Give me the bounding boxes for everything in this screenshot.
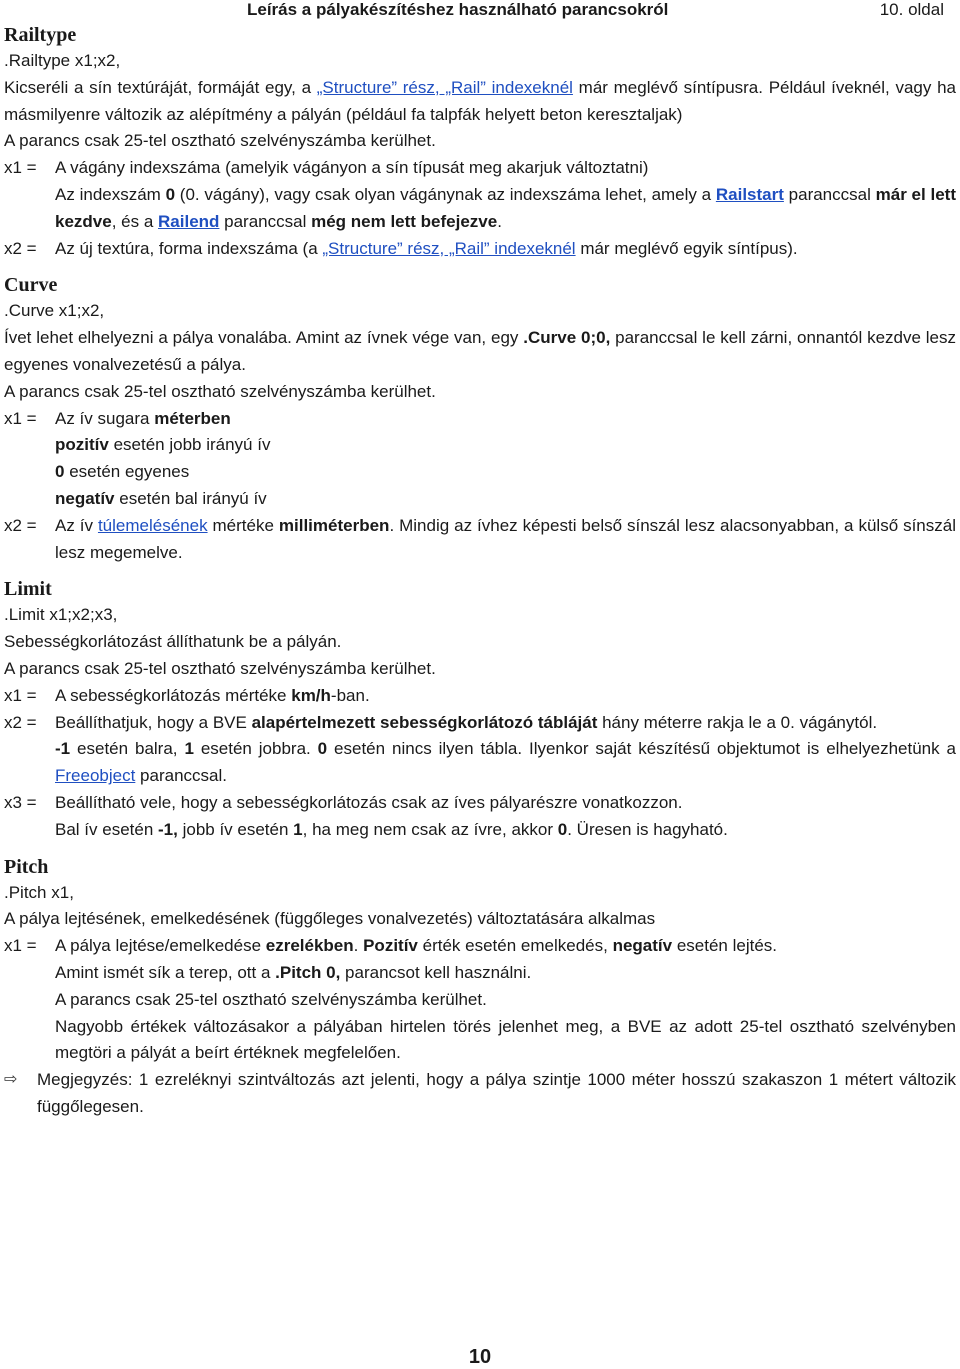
param-key: x3 = bbox=[4, 792, 37, 812]
railtype-syntax: .Railtype x1;x2, bbox=[4, 51, 121, 70]
curve-x1-negative: negatív esetén bal irányú ív bbox=[55, 488, 267, 508]
section-heading-limit: Limit bbox=[4, 578, 52, 601]
limit-25-note: A parancs csak 25-tel osztható szelvényszámba kerülhet. bbox=[4, 658, 436, 678]
param-text: Az ív túlemelésének mértéke milliméterben. Mindig az ívhez képesti belső sínszál lesz alacsonyabban, a külső sínszál lesz megemelve. bbox=[55, 515, 956, 562]
header-page-label: 10. oldal bbox=[879, 0, 944, 19]
railtype-25-note: A parancs csak 25-tel osztható szelvényszámba kerülhet. bbox=[4, 131, 436, 151]
link-railend[interactable]: Railend bbox=[158, 211, 220, 231]
link-tulemeles[interactable]: túlemelésének bbox=[97, 515, 208, 535]
param-text: A sebességkorlátozás mértéke km/h-ban. bbox=[55, 685, 370, 705]
param-text: Beállítható vele, hogy a sebességkorlátozás csak az íves pályarészre vonatkozzon. bbox=[55, 792, 683, 812]
curve-x1-zero: 0 esetén egyenes bbox=[55, 462, 190, 482]
page-header bbox=[0, 0, 960, 22]
limit-param-x2 bbox=[4, 710, 956, 737]
railtype-param-x2 bbox=[4, 236, 956, 263]
curve-25-note: A parancs csak 25-tel osztható szelvényszámba kerülhet. bbox=[4, 381, 436, 401]
limit-param-x3-detail: Bal ív esetén -1, jobb ív esetén 1, ha meg nem csak az ívre, akkor 0. Üresen is hagyható. bbox=[55, 819, 728, 839]
curve-syntax: .Curve x1;x2, bbox=[4, 301, 105, 321]
curve-param-x1 bbox=[4, 406, 956, 433]
pitch-syntax: .Pitch x1, bbox=[4, 882, 74, 902]
param-text: Beállíthatjuk, hogy a BVE alapértelmezett sebességkorlátozó tábláját hány méterre rakja le a 0. vágánytól. bbox=[55, 712, 878, 732]
limit-syntax: .Limit x1;x2;x3, bbox=[4, 605, 118, 625]
remark-text: Megjegyzés: 1 ezreléknyi szintváltozás azt jelenti, hogy a pálya szintje 1000 méter hosszú szakaszon 1 métert változik függőlegesen. bbox=[37, 1070, 956, 1116]
arrow-right-icon: ⇨ bbox=[4, 1071, 18, 1089]
curve-param-x2 bbox=[4, 513, 956, 567]
param-text: Az ív sugara méterben bbox=[55, 408, 231, 428]
param-key: x1 = bbox=[4, 408, 37, 428]
param-text: A vágány indexszáma (amelyik vágányon a sín típusát meg akarjuk változtatni) bbox=[55, 158, 649, 178]
param-text: A pálya lejtése/emelkedése ezrelékben. Pozitív érték esetén emelkedés, negatív esetén lejtés. bbox=[55, 936, 777, 956]
link-freeobject[interactable]: Freeobject bbox=[55, 766, 136, 786]
param-key: x1 = bbox=[4, 685, 37, 705]
limit-param-x1 bbox=[4, 683, 956, 710]
pitch-param-x1 bbox=[4, 933, 956, 960]
document-body bbox=[4, 22, 956, 1121]
pitch-x1-flat: Amint ismét sík a terep, ott a .Pitch 0, parancsot kell használni. bbox=[55, 962, 532, 982]
param-key: x1 = bbox=[4, 936, 37, 956]
link-structure-rail[interactable]: „Structure” rész, „Rail” indexeknél bbox=[316, 77, 573, 97]
link-structure-rail-2[interactable]: „Structure” rész, „Rail” indexeknél bbox=[322, 238, 576, 258]
section-heading-curve: Curve bbox=[4, 274, 58, 297]
pitch-break-note: Nagyobb értékek változásakor a pályában hirtelen törés jelenhet meg, a BVE az adott 25-tel osztható szelvényben megtöri a pályát a beírt értéknek megfelelően. bbox=[55, 1016, 956, 1063]
param-text: Az új textúra, forma indexszáma (a „Structure” rész, „Rail” indexeknél már meglévő egyik síntípus). bbox=[55, 238, 798, 258]
header-title: Leírás a pályakészítéshez használható parancsokról bbox=[247, 0, 669, 19]
pitch-remark bbox=[4, 1067, 956, 1121]
pitch-description: A pálya lejtésének, emelkedésének (függőleges vonalvezetés) változtatására alkalmas bbox=[4, 909, 656, 929]
link-railstart[interactable]: Railstart bbox=[715, 184, 784, 204]
railtype-param-x1-detail: Az indexszám 0 (0. vágány), vagy csak olyan vágánynak az indexszáma lehet, amely a Railstart paranccsal már el lett kezdve, és a Railend paranccsal még nem lett befejezve. bbox=[55, 184, 956, 231]
page-number: 10 bbox=[468, 1346, 492, 1368]
limit-description: Sebességkorlátozást állíthatunk be a pályán. bbox=[4, 632, 342, 652]
curve-x1-positive: pozitív esetén jobb irányú ív bbox=[55, 435, 271, 455]
param-key: x2 = bbox=[4, 712, 37, 732]
section-heading-railtype: Railtype bbox=[4, 24, 77, 46]
param-key: x1 = bbox=[4, 158, 37, 178]
pitch-25-note: A parancs csak 25-tel osztható szelvényszámba kerülhet. bbox=[55, 989, 487, 1009]
limit-param-x3 bbox=[4, 790, 956, 817]
railtype-description: Kicseréli a sín textúráját, formáját egy, a „Structure” rész, „Rail” indexeknél már meglévő síntípusra. Például íveknél, vagy ha másmilyenre változik az alépítmény a pályán (például fa talpfák helyett beton keresztaljak) bbox=[4, 77, 956, 124]
curve-description: Ívet lehet elhelyezni a pálya vonalába. Amint az ívnek vége van, egy .Curve 0;0, paranccsal le kell zárni, onnantól kezdve lesz egyenes vonalvezetésű a pálya. bbox=[4, 328, 956, 374]
param-key: x2 = bbox=[4, 238, 37, 258]
section-heading-pitch: Pitch bbox=[4, 855, 49, 878]
param-key: x2 = bbox=[4, 515, 37, 535]
railtype-param-x1 bbox=[4, 155, 956, 182]
limit-param-x2-detail: -1 esetén balra, 1 esetén jobbra. 0 esetén nincs ilyen tábla. Ilyenkor saját készítésű objektumot is elhelyezhetünk a Freeobject paranccsal. bbox=[55, 739, 956, 786]
